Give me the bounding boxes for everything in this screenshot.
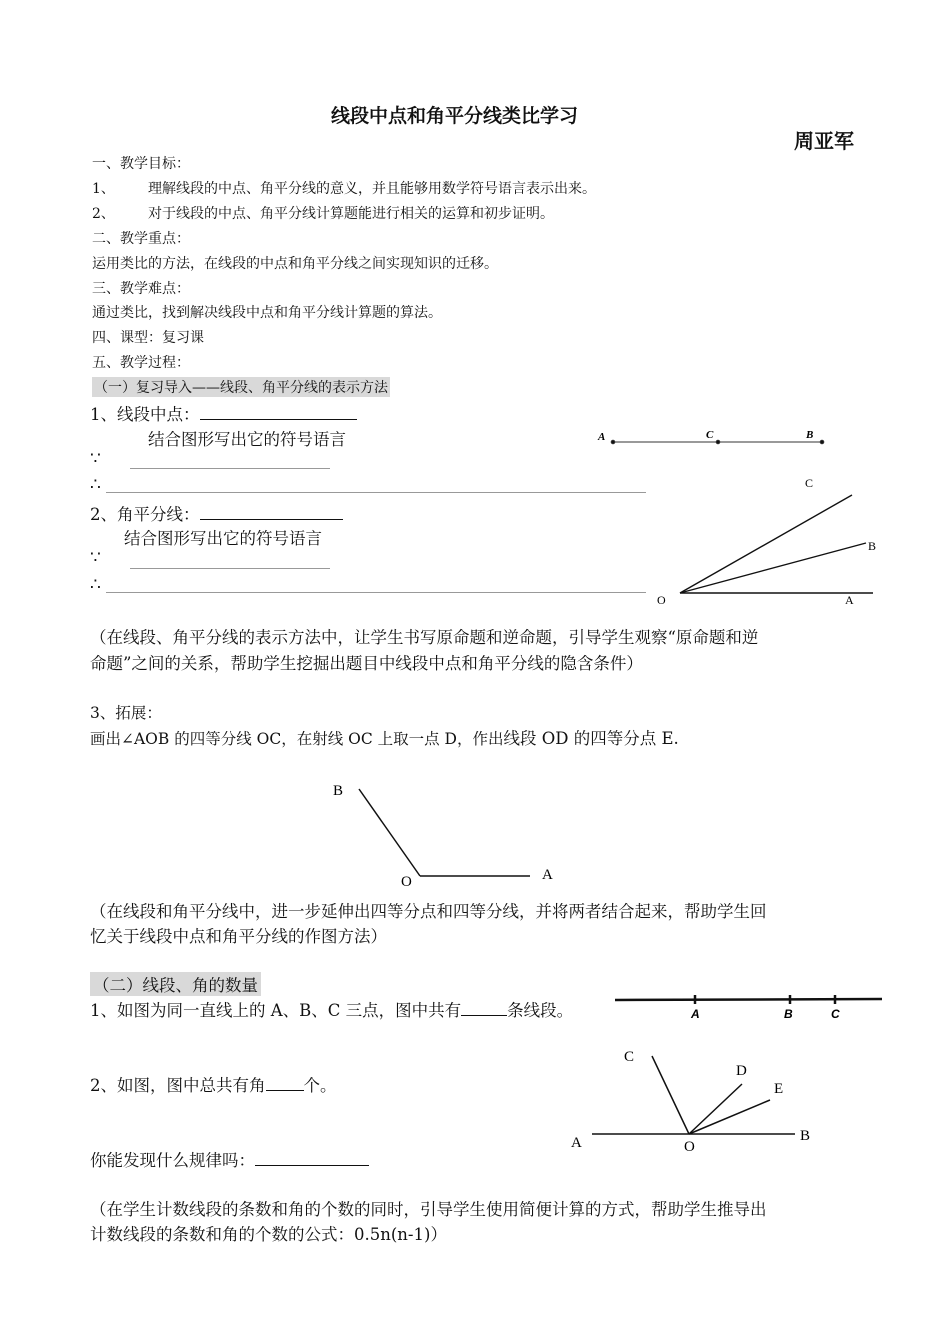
ray-ob <box>680 543 866 593</box>
because-symbol-1: ∵ <box>90 449 101 469</box>
page-title: 线段中点和角平分线类比学习 <box>331 105 579 127</box>
item2-prompt: 结合图形写出它的符号语言 <box>124 529 322 548</box>
note1-line2: 命题”之间的关系，帮助学生挖掘出题目中线段中点和角平分线的隐含条件） <box>90 654 643 673</box>
angle1-label-o: O <box>657 593 666 607</box>
three-points-line-figure <box>615 995 882 1004</box>
q1-text-b: 条线段。 <box>507 1001 574 1020</box>
item2-label-text: 2、角平分线： <box>90 505 200 524</box>
ray-od <box>689 1084 742 1134</box>
note2-line2: 忆关于线段中点和角平分线的作图方法） <box>90 927 387 946</box>
point-c <box>716 440 720 444</box>
ray-oc <box>680 495 852 593</box>
author-name: 周亚军 <box>794 129 854 153</box>
line-label-a: A <box>691 1007 700 1021</box>
goal2-text: 对于线段的中点、角平分线计算题能进行相关的运算和初步证明。 <box>148 206 554 222</box>
lesson-type: 四、课型：复习课 <box>92 330 204 346</box>
rays-label-e: E <box>774 1081 784 1097</box>
process-heading: 五、教学过程： <box>92 355 190 371</box>
section2-heading: （二）线段、角的数量 <box>90 972 261 996</box>
item3-text-b: 线段 OD 的四等分点 E. <box>503 729 679 748</box>
angle1-label-c: C <box>805 476 814 490</box>
note3-line2: 计数线段的条数和角的个数的公式：0.5n(n-1)） <box>90 1225 447 1244</box>
point-b <box>820 440 824 444</box>
angle2-label-a: A <box>542 867 553 883</box>
q2-text-a: 2、如图，图中总共有角 <box>90 1076 266 1095</box>
angle-bisector-figure <box>680 495 873 593</box>
therefore-symbol-1: ∴ <box>90 475 101 495</box>
rays-label-a: A <box>571 1135 582 1151</box>
rays-label-c: C <box>624 1049 635 1065</box>
segment-label-c: C <box>706 429 714 441</box>
straight-line <box>615 999 882 1000</box>
line-label-c: C <box>831 1007 840 1021</box>
segment-label-a: A <box>598 431 606 443</box>
note1-line1: （在线段、角平分线的表示方法中，让学生书写原命题和逆命题，引导学生观察“原命题和逆 <box>90 628 759 647</box>
item1-prompt: 结合图形写出它的符号语言 <box>148 430 346 449</box>
segment-figure <box>611 440 824 444</box>
item3-label: 3、拓展： <box>90 704 162 722</box>
goal1-number: 1、 <box>92 181 115 197</box>
point-a <box>611 440 615 444</box>
ray-ob-2 <box>359 789 420 876</box>
segment-label-b: B <box>806 429 814 441</box>
rule-question-text: 你能发现什么规律吗： <box>90 1151 255 1170</box>
goals-heading: 一、教学目标： <box>92 156 190 172</box>
difficulty-heading: 三、教学难点： <box>92 281 190 297</box>
note3-line1: （在学生计数线段的条数和角的个数的同时，引导学生使用简便计算的方式，帮助学生推导出 <box>90 1200 767 1219</box>
ray-oe <box>689 1100 770 1134</box>
angle1-label-b: B <box>868 539 877 553</box>
note2-line1: （在线段和角平分线中，进一步延伸出四等分点和四等分线，并将两者结合起来，帮助学生回 <box>90 902 767 921</box>
key-text: 运用类比的方法，在线段的中点和角平分线之间实现知识的迁移。 <box>92 256 498 272</box>
because-symbol-2: ∵ <box>90 548 101 568</box>
item3-text-a: 画出∠AOB 的四等分线 OC，在射线 OC 上取一点 D，作出 <box>90 730 504 748</box>
difficulty-text: 通过类比，找到解决线段中点和角平分线计算题的算法。 <box>92 305 442 321</box>
goal2-number: 2、 <box>92 206 115 222</box>
line-label-b: B <box>784 1007 793 1021</box>
angle-aob-figure <box>359 789 530 876</box>
rays-label-b: B <box>800 1128 811 1144</box>
rays-label-o: O <box>684 1139 695 1155</box>
section1-heading: （一）复习导入——线段、角平分线的表示方法 <box>92 377 390 397</box>
q1-text-a: 1、如图为同一直线上的 A、B、C 三点，图中共有 <box>90 1001 462 1020</box>
key-heading: 二、教学重点： <box>92 231 190 247</box>
rays-figure <box>592 1056 795 1134</box>
angle2-label-o: O <box>401 874 412 890</box>
angle2-label-b: B <box>333 783 344 799</box>
therefore-symbol-2: ∴ <box>90 575 101 595</box>
goal1-text: 理解线段的中点、角平分线的意义，并且能够用数学符号语言表示出来。 <box>148 181 596 197</box>
ray-oc-3 <box>652 1056 689 1134</box>
item1-label-text: 1、线段中点： <box>90 405 200 424</box>
q2-text-b: 个。 <box>303 1076 337 1095</box>
rays-label-d: D <box>736 1063 747 1079</box>
angle1-label-a: A <box>845 593 854 607</box>
